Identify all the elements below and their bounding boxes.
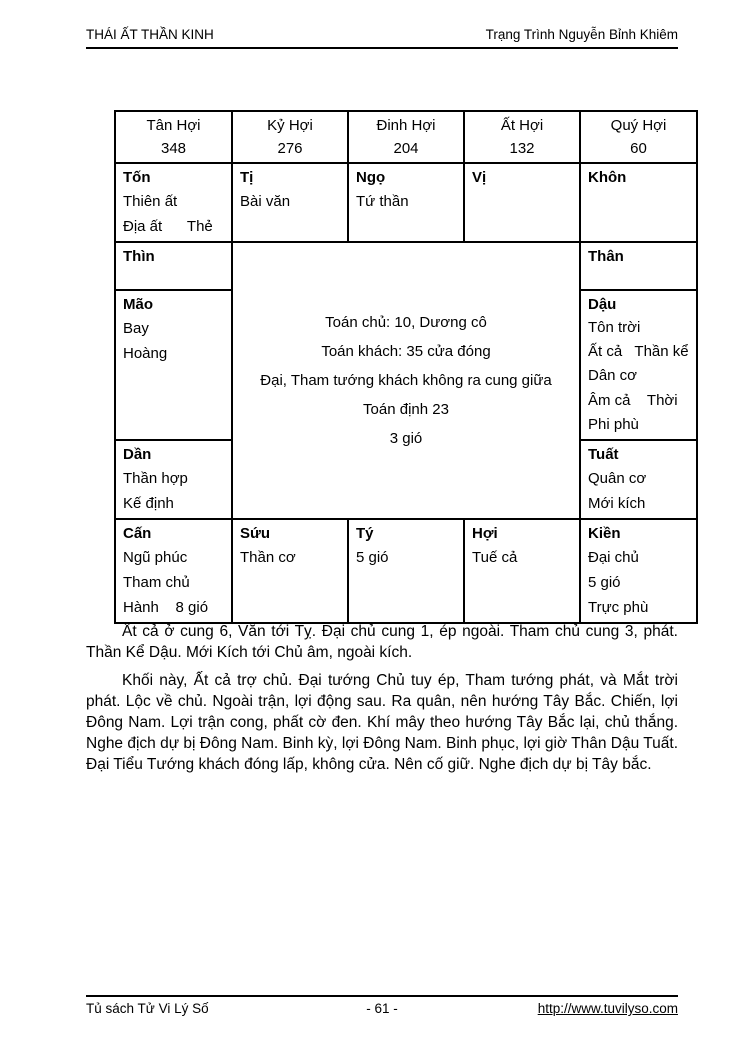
center-summary-cell: [232, 242, 580, 519]
cell-dan: [115, 440, 232, 519]
commentary-text: [86, 621, 678, 775]
commentary-paragraph-2: Khối này, Ất cả trợ chủ. Đại tướng Chủ tuy ép, Tham tướng phát, và Mắt trời phát. Lộc về chủ. Ngoài trận, lợi động sau. Ra quân, nên hướng Tây Bắc. Chiến, lợi Đông Nam. Lợi trận cong, phất cờ đen. Khí mây theo hướng Tây Bắc lại, chủ thắng. Nghe địch dự bị Đông Nam. Binh kỳ, lợi Đông Nam. Binh phục, lợi giờ Thân Dậu Tuất. Đại Tiểu Tướng khách đóng lấp, không cửa. Nên cố giữ. Nghe địch dự bị Tây bắc.: [86, 672, 678, 773]
year-name: Đinh Hợi: [376, 117, 436, 134]
center-summary-lines: Toán chủ: 10, Dương cô Toán khách: 35 cửa đóng Đại, Tham tướng khách không ra cung giữa Toán định 23 3 gió: [260, 314, 552, 447]
book-title: THÁI ẤT THẦN KINH: [86, 27, 214, 42]
footer-series-title: Tủ sách Tử Vi Lý Số: [86, 1001, 209, 1016]
palace-lines: Thần cơ: [240, 549, 296, 567]
year-value: 276: [277, 140, 303, 157]
cell-ti: [232, 163, 348, 242]
year-cell: [580, 111, 697, 163]
palace-label: Dậu: [588, 296, 617, 313]
year-cell: [232, 111, 348, 163]
palace-lines: Bài văn: [240, 193, 291, 210]
cell-ty: [348, 519, 464, 623]
palace-lines: Tuế cả: [472, 549, 518, 567]
palace-label: Thân: [588, 248, 624, 265]
year-value: 204: [393, 140, 419, 157]
palace-label: Khôn: [588, 169, 627, 186]
year-cell: [115, 111, 232, 163]
year-value: 348: [160, 140, 187, 157]
year-name: Ất Hợi: [500, 117, 544, 134]
palace-lines: Tứ thần: [356, 193, 409, 210]
cell-thin: [115, 242, 232, 290]
cell-than: [580, 242, 697, 290]
palace-lines: Đại chủ 5 gió Trực phù: [588, 549, 649, 617]
palace-label: Kiền: [588, 525, 621, 543]
footer-website-link[interactable]: http://www.tuvilyso.com: [537, 1001, 678, 1016]
year-value: 132: [509, 140, 535, 157]
palace-lines: Thiên ất Địa ất Thẻ: [123, 193, 213, 235]
palace-label: Mão: [123, 296, 153, 313]
cell-tuat: [580, 440, 697, 519]
cell-ngo: [348, 163, 464, 242]
cell-dau: [580, 290, 697, 440]
page-header: [86, 27, 678, 49]
palace-lines: Ngũ phúc Tham chủ Hành 8 gió: [123, 549, 209, 617]
year-name: Quý Hợi: [610, 117, 667, 134]
palace-row-top: [115, 163, 697, 242]
palace-lines: Tôn trời Ất cả Thần kể Dân cơ Âm cả Thời Phi phù: [588, 319, 689, 433]
palace-label: Tốn: [123, 169, 151, 186]
cell-can: [115, 519, 232, 623]
year-value: 60: [630, 140, 647, 157]
year-name: Kỷ Hợi: [267, 117, 313, 134]
author-name: Trạng Trình Nguyễn Bỉnh Khiêm: [485, 27, 678, 42]
cell-kien: [580, 519, 697, 623]
year-cell: [348, 111, 464, 163]
year-name: Tân Hợi: [146, 117, 201, 134]
palace-label: Sứu: [240, 525, 271, 543]
palace-lines: Bay Hoàng: [123, 320, 168, 362]
palace-row-mid1: [115, 242, 697, 290]
palace-lines: Quân cơ Mới kích: [588, 470, 647, 513]
cell-vi: [464, 163, 580, 242]
commentary-paragraph-1: Ất cả ở cung 6, Văn tới Tỵ. Đại chủ cung 1, ép ngoài. Tham chủ cung 3, phát. Thần Kể Dậu. Mới Kích tới Chủ âm, ngoài kích.: [86, 623, 678, 661]
page-footer: [86, 995, 678, 1016]
cell-hoi: [464, 519, 580, 623]
palace-lines: Thần hợp Kế định: [123, 470, 188, 513]
year-row: [115, 111, 697, 163]
palace-label: Tuất: [588, 446, 619, 464]
year-cell: [464, 111, 580, 163]
palace-label: Dần: [123, 446, 152, 464]
palace-lines: 5 gió: [356, 549, 389, 567]
palace-label: Thìn: [123, 248, 155, 265]
palace-label: Cấn: [123, 525, 152, 543]
cell-khon: [580, 163, 697, 242]
palace-label: Hợi: [472, 525, 498, 543]
palace-label: Tý: [356, 525, 374, 543]
page-number: - 61 -: [366, 1001, 398, 1016]
palace-label: Vị: [472, 169, 487, 186]
cell-suu: [232, 519, 348, 623]
palace-label: Tị: [240, 169, 254, 186]
palace-label: Ngọ: [356, 169, 386, 186]
divination-chart-table: [114, 110, 698, 624]
cell-mao: [115, 290, 232, 440]
cell-ton: [115, 163, 232, 242]
palace-row-bottom: [115, 519, 697, 623]
